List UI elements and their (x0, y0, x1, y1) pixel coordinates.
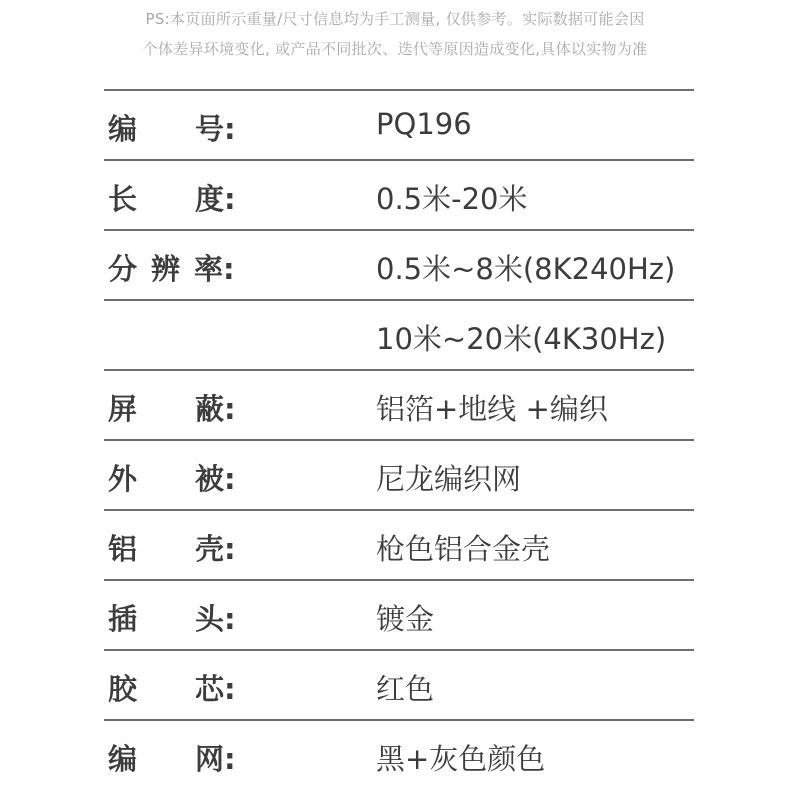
label-char: 壳: (195, 532, 236, 566)
spec-row-shielding (104, 369, 694, 439)
label-char: 分 (108, 252, 138, 286)
label-char: 度: (195, 182, 236, 216)
spec-value: 红色 (376, 672, 435, 706)
spec-row-resolution-2 (104, 299, 694, 369)
spec-row-shell (104, 509, 694, 579)
disclaimer-line-1: PS:本页面所示重量/尺寸信息均为手工测量, 仅供参考。实际数据可能会因 (145, 10, 645, 28)
spec-label (108, 597, 236, 638)
spec-value: 0.5米-20米 (376, 182, 528, 216)
label-char: 头: (195, 602, 236, 636)
spec-label (108, 387, 236, 428)
spec-label (108, 667, 236, 708)
spec-value: 枪色铝合金壳 (376, 532, 551, 566)
label-char: 编 (108, 742, 138, 776)
label-char: 蔽: (195, 392, 236, 426)
label-char: 插 (108, 602, 138, 636)
spec-value: PQ196 (376, 107, 472, 141)
spec-value: 10米~20米(4K30Hz) (376, 322, 667, 356)
spec-row-resolution (104, 229, 694, 299)
label-char: 芯: (195, 672, 236, 706)
disclaimer-line-2: 个体差异环境变化, 或产品不同批次、迭代等原因造成变化,具体以实物为准 (142, 40, 648, 58)
label-char: 被: (195, 462, 236, 496)
label-char: 铝 (108, 532, 138, 566)
spec-row-core (104, 649, 694, 719)
spec-label (108, 247, 235, 288)
spec-label (108, 457, 236, 498)
spec-row-braid (104, 719, 694, 789)
spec-table (104, 89, 694, 789)
spec-row-plug (104, 579, 694, 649)
spec-row-length (104, 159, 694, 229)
spec-value: 尼龙编织网 (376, 462, 522, 496)
label-char: 长 (108, 182, 138, 216)
spec-value: 0.5米~8米(8K240Hz) (376, 252, 676, 286)
label-char: 辨 (151, 252, 181, 286)
label-char: 屏 (108, 392, 138, 426)
label-char: 胶 (108, 672, 138, 706)
spec-value: 镀金 (376, 602, 435, 636)
spec-label (108, 107, 236, 148)
label-char: 率: (194, 252, 235, 286)
label-char: 编 (108, 112, 138, 146)
spec-value: 铝箔+地线 +编织 (376, 392, 608, 426)
spec-row-jacket (104, 439, 694, 509)
spec-label (108, 177, 236, 218)
label-char: 网: (195, 742, 236, 776)
spec-value: 黑+灰色颜色 (376, 742, 546, 776)
spec-label (108, 737, 236, 778)
spec-row-number (104, 89, 694, 159)
label-char: 外 (108, 462, 138, 496)
label-char: 号: (195, 112, 236, 146)
spec-label (108, 527, 236, 568)
